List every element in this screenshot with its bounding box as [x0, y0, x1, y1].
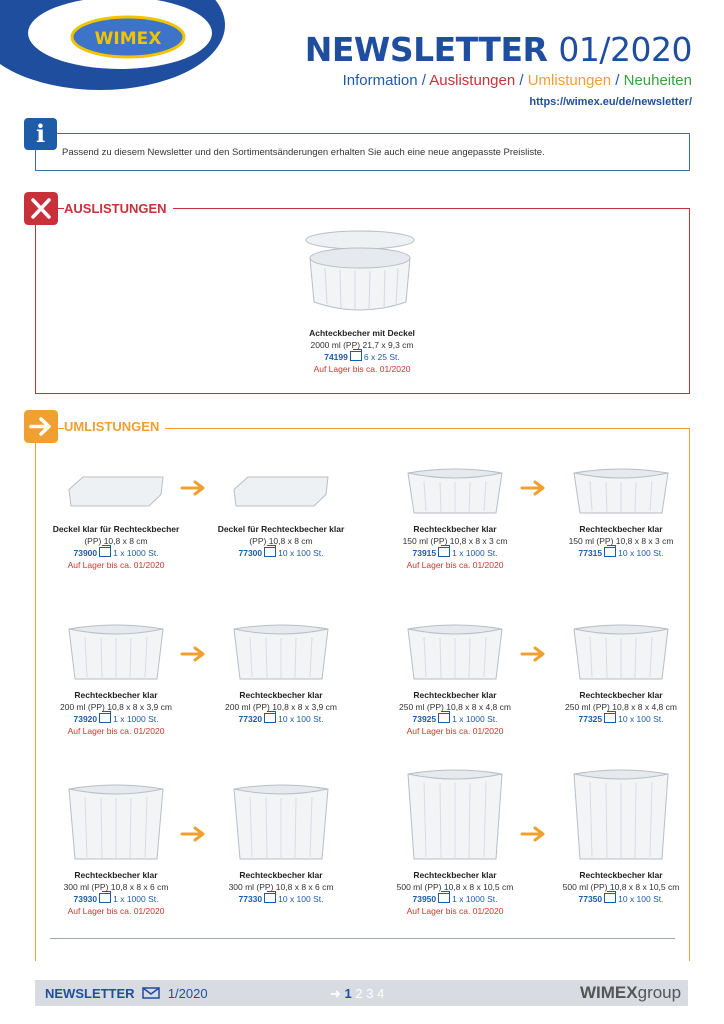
product-name: Rechteckbecher klar	[579, 870, 663, 880]
product-card[interactable]	[31, 689, 201, 737]
product-spec: 200 ml (PP) 10,8 x 8 x 3,9 cm	[60, 702, 172, 712]
cup-image	[570, 467, 672, 517]
cup-image	[570, 623, 672, 683]
cup-image	[404, 467, 506, 517]
product-spec: 250 ml (PP) 10,8 x 8 x 4,8 cm	[399, 702, 511, 712]
arrow-right-icon	[520, 645, 550, 663]
product-code: 77350	[578, 894, 603, 904]
footer-brand	[580, 983, 681, 1003]
product-pack: 1 x 1000 St.	[452, 894, 498, 904]
box-icon	[264, 547, 276, 557]
product-stock: Auf Lager bis ca. 01/2020	[67, 906, 165, 916]
product-code: 77315	[578, 548, 603, 558]
subtitle-segment: Neuheiten	[623, 72, 692, 89]
lid-image	[65, 467, 167, 517]
logo-text: WIMEX	[94, 29, 162, 49]
cup-image	[230, 783, 332, 863]
lid-image	[230, 467, 332, 517]
title-main: NEWSLETTER	[304, 30, 548, 69]
envelope-icon	[142, 987, 160, 999]
x-icon	[24, 192, 58, 225]
product-name: Rechteckbecher klar	[413, 690, 497, 700]
product-spec: (PP) 10,8 x 8 cm	[84, 536, 148, 546]
product-card[interactable]	[536, 689, 706, 725]
footer-issue: 1/2020	[167, 986, 208, 1001]
product-code: 73900	[73, 548, 98, 558]
brand-light: group	[637, 983, 682, 1002]
octagonal-cup-image	[300, 226, 420, 321]
box-icon	[438, 547, 450, 557]
footer-newsletter: NEWSLETTER	[45, 986, 135, 1001]
product-name: Achteckbecher mit Deckel	[309, 328, 415, 338]
product-stock: Auf Lager bis ca. 01/2020	[406, 726, 504, 736]
product-card[interactable]	[31, 523, 201, 571]
cup-image	[65, 623, 167, 683]
product-pack: 1 x 1000 St.	[113, 714, 159, 724]
product-code: 77300	[238, 548, 263, 558]
box-icon	[604, 713, 616, 723]
product-name: Rechteckbecher klar	[579, 524, 663, 534]
product-stock: Auf Lager bis ca. 01/2020	[406, 560, 504, 570]
arrow-right-icon	[180, 479, 210, 497]
umlistungen-title: UMLISTUNGEN	[64, 419, 165, 434]
product-pack: 10 x 100 St.	[278, 894, 324, 904]
product-code: 73950	[412, 894, 437, 904]
product-name: Rechteckbecher klar	[74, 870, 158, 880]
arrow-right-icon	[520, 479, 550, 497]
cup-image	[404, 623, 506, 683]
divider	[50, 938, 675, 939]
product-spec: 150 ml (PP) 10,8 x 8 x 3 cm	[568, 536, 674, 546]
product-pack: 1 x 1000 St.	[452, 548, 498, 558]
subtitle-segment: /	[515, 72, 528, 89]
product-pack: 1 x 1000 St.	[113, 548, 159, 558]
product-code: 77325	[578, 714, 603, 724]
product-card[interactable]	[536, 869, 706, 905]
product-name: Rechteckbecher klar	[239, 870, 323, 880]
cup-image	[404, 768, 506, 863]
product-spec: 500 ml (PP) 10,8 x 8 x 10,5 cm	[396, 882, 514, 892]
box-icon	[350, 351, 362, 361]
subtitle-segment: Information	[342, 72, 418, 89]
box-icon	[264, 713, 276, 723]
product-pack: 10 x 100 St.	[278, 714, 324, 724]
newsletter-title	[300, 30, 692, 69]
product-code: 73920	[73, 714, 98, 724]
title-issue: 01/2020	[558, 30, 692, 69]
wimex-logo[interactable]	[0, 0, 225, 90]
product-spec: 2000 ml (PP) 21,7 x 9,3 cm	[310, 340, 414, 350]
product-name: Deckel für Rechteckbecher klar	[217, 524, 345, 534]
product-spec: (PP) 10,8 x 8 cm	[249, 536, 313, 546]
newsletter-url-link[interactable]: https://wimex.eu/de/newsletter/	[529, 96, 692, 108]
product-card[interactable]	[277, 327, 447, 375]
box-icon	[264, 893, 276, 903]
box-icon	[438, 893, 450, 903]
product-spec: 250 ml (PP) 10,8 x 8 x 4,8 cm	[565, 702, 677, 712]
subtitle-segment: /	[611, 72, 624, 89]
info-text: Passend zu diesem Newsletter und den Sortimentsänderungen erhalten Sie auch eine neue angepasste Preisliste.	[62, 147, 545, 158]
product-name: Rechteckbecher klar	[239, 690, 323, 700]
box-icon	[99, 713, 111, 723]
product-pack: 1 x 1000 St.	[452, 714, 498, 724]
arrow-right-icon	[180, 825, 210, 843]
subtitle-segment: /	[417, 72, 430, 89]
product-code: 77320	[238, 714, 263, 724]
product-stock: Auf Lager bis ca. 01/2020	[406, 906, 504, 916]
cup-image	[230, 623, 332, 683]
product-card[interactable]	[370, 523, 540, 571]
product-pack: 1 x 1000 St.	[113, 894, 159, 904]
product-pack: 10 x 100 St.	[618, 714, 664, 724]
box-icon	[438, 713, 450, 723]
product-pack: 10 x 100 St.	[278, 548, 324, 558]
subtitle-segment: Umlistungen	[527, 72, 612, 89]
product-stock: Auf Lager bis ca. 01/2020	[313, 364, 411, 374]
box-icon	[604, 893, 616, 903]
page-navigation[interactable]	[330, 986, 384, 1002]
product-code: 73925	[412, 714, 437, 724]
product-spec: 300 ml (PP) 10,8 x 8 x 6 cm	[63, 882, 169, 892]
info-icon: i	[24, 118, 57, 150]
product-stock: Auf Lager bis ca. 01/2020	[67, 560, 165, 570]
cup-image	[65, 783, 167, 863]
product-code: 77330	[238, 894, 263, 904]
product-name: Deckel klar für Rechteckbecher	[52, 524, 180, 534]
arrow-right-icon	[180, 645, 210, 663]
box-icon	[99, 893, 111, 903]
arrow-right-icon	[520, 825, 550, 843]
newsletter-subtitle	[250, 72, 692, 89]
product-name: Rechteckbecher klar	[413, 524, 497, 534]
current-page[interactable]: 1	[344, 986, 352, 1001]
other-pages[interactable]: 2 3 4	[355, 986, 385, 1001]
product-spec: 500 ml (PP) 10,8 x 8 x 10,5 cm	[562, 882, 680, 892]
product-code: 73930	[73, 894, 98, 904]
box-icon	[99, 547, 111, 557]
product-code: 74199	[324, 352, 348, 362]
product-spec: 300 ml (PP) 10,8 x 8 x 6 cm	[228, 882, 334, 892]
product-pack: 10 x 100 St.	[618, 894, 664, 904]
product-name: Rechteckbecher klar	[579, 690, 663, 700]
product-pack: 6 x 25 St.	[363, 352, 400, 362]
arrow-right-icon	[24, 410, 58, 443]
box-icon	[604, 547, 616, 557]
product-card[interactable]	[370, 689, 540, 737]
product-card[interactable]	[196, 689, 366, 725]
brand-bold: WIMEX	[580, 983, 638, 1002]
product-stock: Auf Lager bis ca. 01/2020	[67, 726, 165, 736]
product-pack: 10 x 100 St.	[618, 548, 664, 558]
arrow-icon[interactable]: ➜	[330, 986, 341, 1001]
product-name: Rechteckbecher klar	[74, 690, 158, 700]
product-spec: 200 ml (PP) 10,8 x 8 x 3,9 cm	[225, 702, 337, 712]
product-code: 73915	[412, 548, 437, 558]
product-card[interactable]	[536, 523, 706, 559]
footer-label	[45, 986, 208, 1001]
product-card[interactable]	[31, 869, 201, 917]
product-spec: 150 ml (PP) 10,8 x 8 x 3 cm	[402, 536, 508, 546]
cup-image	[570, 768, 672, 863]
product-name: Rechteckbecher klar	[413, 870, 497, 880]
auslistungen-title: AUSLISTUNGEN	[64, 201, 173, 216]
product-card[interactable]	[196, 869, 366, 905]
subtitle-segment: Auslistungen	[429, 72, 516, 89]
product-card[interactable]	[196, 523, 366, 559]
product-card[interactable]	[370, 869, 540, 917]
